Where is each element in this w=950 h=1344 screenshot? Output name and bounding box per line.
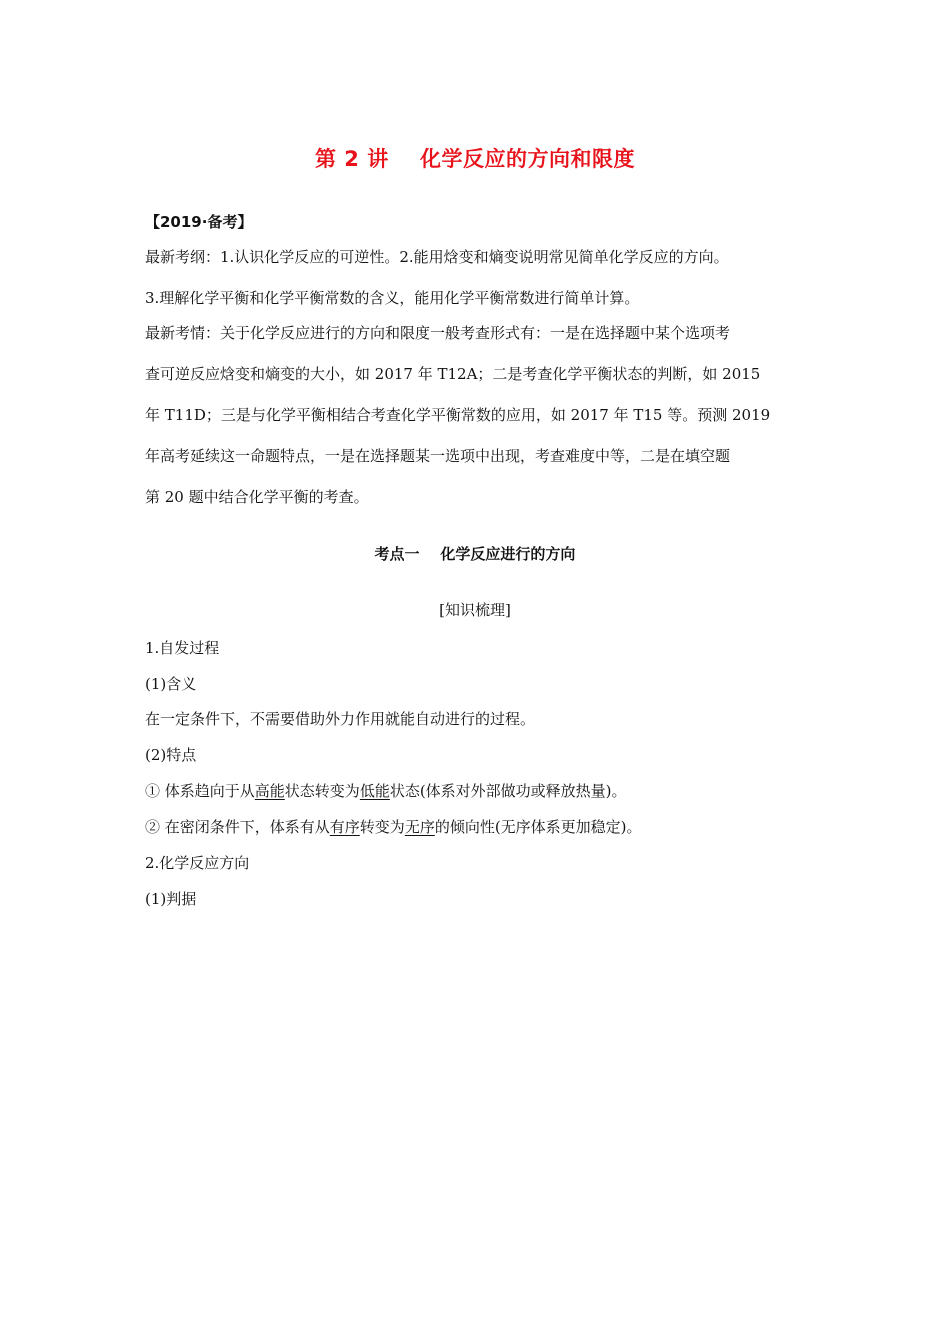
feature-1-underlined-low-energy: 低能	[359, 782, 390, 800]
situation-line-3: 年 T11D；三是与化学平衡相结合考查化学平衡常数的应用，如 2017 年 T15 等。预测 2019	[145, 406, 771, 424]
feature-1-underlined-high-energy: 高能	[254, 782, 285, 800]
prep-label: 【2019·备考】	[145, 213, 253, 231]
situation-line-5: 第 20 题中结合化学平衡的考查。	[145, 488, 369, 506]
feature-item-2	[145, 817, 642, 837]
feature-1-text-c: 状态(体系对外部做功或释放热量)。	[389, 782, 627, 800]
heading-features: (2)特点	[145, 746, 197, 764]
heading-spontaneous-process: 1.自发过程	[145, 639, 220, 657]
situation-line-2: 查可逆反应焓变和熵变的大小，如 2017 年 T12A；二是考查化学平衡状态的判断，如 2015	[145, 365, 761, 383]
section-subtitle: [知识梳理]	[439, 601, 511, 619]
feature-2-underlined-ordered: 有序	[329, 818, 360, 836]
feature-1-text-a: ① 体系趋向于从	[145, 782, 255, 800]
feature-2-text-c: 的倾向性(无序体系更加稳定)。	[434, 818, 642, 836]
outline-line-1: 最新考纲：1.认识化学反应的可逆性。2.能用焓变和熵变说明常见简单化学反应的方向。	[145, 248, 729, 266]
feature-item-1	[145, 781, 627, 801]
heading-criteria: (1)判据	[145, 890, 197, 908]
heading-reaction-direction: 2.化学反应方向	[145, 854, 250, 872]
paragraph-meaning: 在一定条件下，不需要借助外力作用就能自动进行的过程。	[145, 710, 536, 728]
outline-line-2: 3.理解化学平衡和化学平衡常数的含义，能用化学平衡常数进行简单计算。	[145, 289, 640, 307]
feature-2-text-b: 转变为	[359, 818, 405, 836]
feature-2-text-a: ② 在密闭条件下，体系有从	[145, 818, 330, 836]
feature-2-underlined-disordered: 无序	[404, 818, 435, 836]
situation-line-4: 年高考延续这一命题特点，一是在选择题某一选项中出现，考查难度中等，二是在填空题	[145, 447, 731, 465]
page-title: 第 2 讲 化学反应的方向和限度	[315, 147, 635, 171]
section-heading: 考点一 化学反应进行的方向	[374, 545, 576, 563]
heading-meaning: (1)含义	[145, 675, 197, 693]
situation-line-1: 最新考情：关于化学反应进行的方向和限度一般考查形式有：一是在选择题中某个选项考	[145, 324, 731, 342]
feature-1-text-b: 状态转变为	[284, 782, 360, 800]
